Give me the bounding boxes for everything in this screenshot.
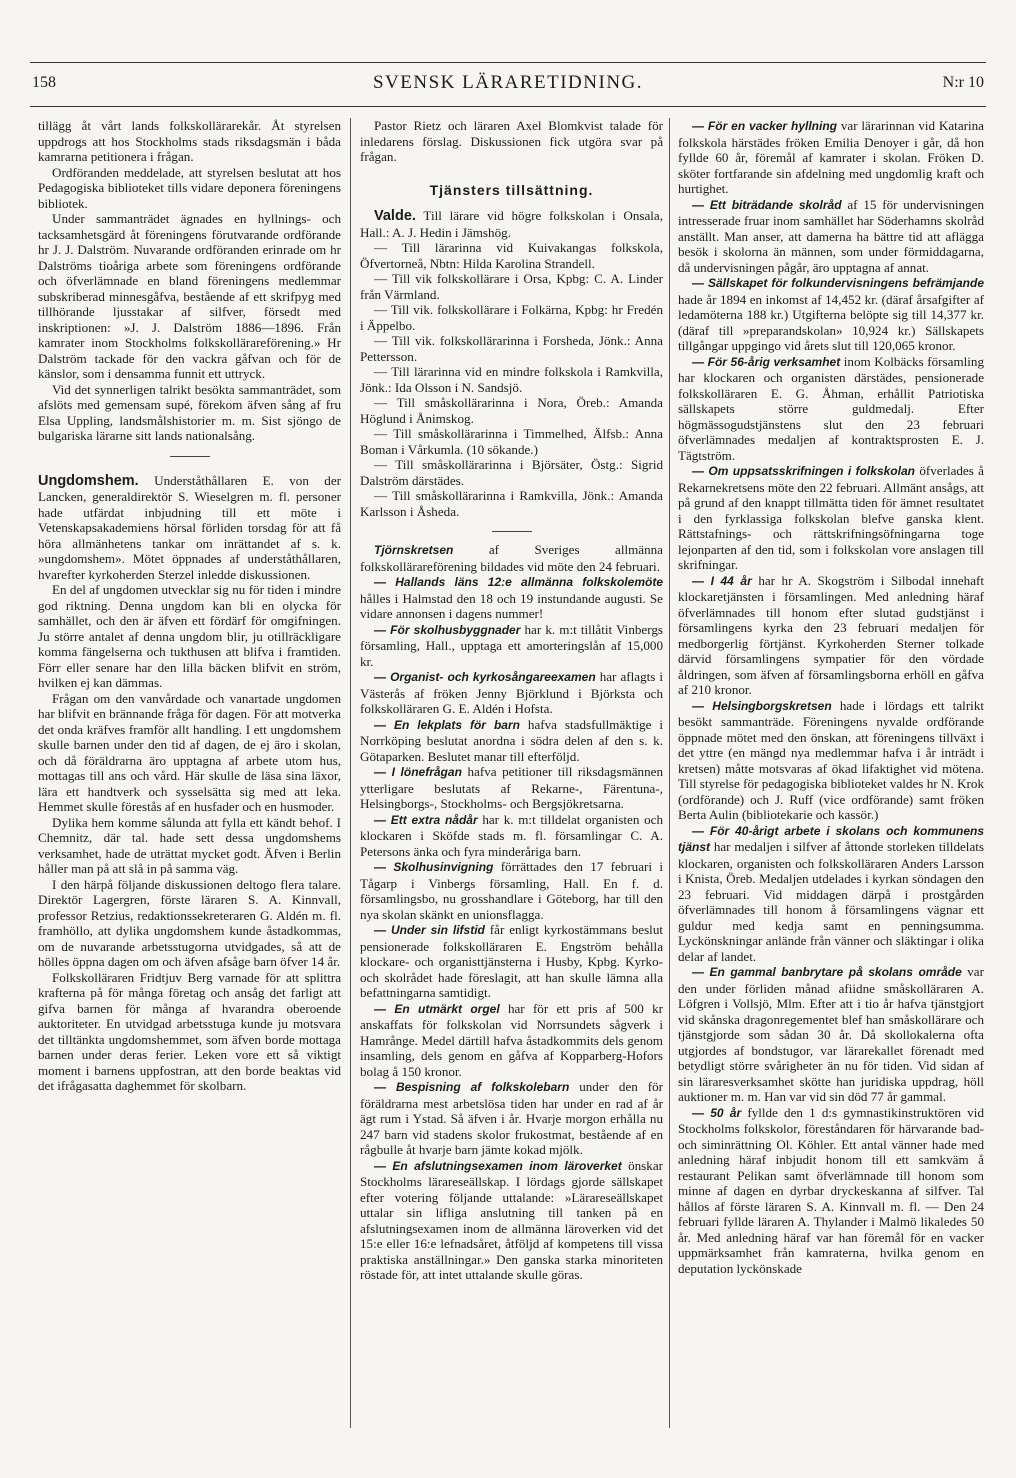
item-text: hafva stadsfullmäktige i Norrköping beslutat anordna i södra delen af den s. k. Götaparken. Beslutet manar till efterföljd.	[360, 716, 664, 764]
item-text: har för ett pris af 500 kr anskaffats för folkskolan vid Norrsundets sågverk i Hamrånge. Medel därtill hafva åstadkommits dels genom insamling, dels genom en gåfva af Kopparberg-Hofors bolag å 150 kronor.	[360, 1000, 663, 1079]
appointment-item: — Till småskollärarinna i Nora, Öreb.: Amanda Höglund i Ånimskog.	[360, 395, 663, 426]
item-heading: — En afslutningsexamen inom läroverket	[374, 1158, 622, 1173]
item-text: hafva petitioner till riksdagsmännen ytterligare beslutats af Rekarne-, Färentuna-, Helsingborgs-, Stockholms- och Bergsjökretsarna.	[360, 764, 664, 811]
appointment-item: — Till småskollärarinna i Björsäter, Östg.: Sigrid Dalström därstädes.	[360, 457, 663, 488]
news-item	[360, 669, 663, 717]
news-item	[678, 1105, 984, 1277]
appointment-item: — Till småskollärarinna i Ramkvilla, Jönk.: Amanda Karlsson i Åsheda.	[360, 488, 663, 519]
item-heading: — En utmärkt orgel	[374, 1001, 500, 1016]
item-heading: — Skolhusinvigning	[374, 860, 494, 874]
paragraph: Pastor Rietz och läraren Axel Blomkvist talade för inledarens förslag. Diskussionen fick utgöra svar på frågan.	[360, 118, 663, 164]
paragraph: Folkskolläraren Fridtjuv Berg varnade för att splittra krafterna på för många företag och ansåg det farligt att gifva barnen för många af hvarandra oberoende auktoriteter. En utvidgad arbetsstuga kunde ju motsvara det tilltänkta ungdomshemmet, som äfven borde mottaga barnen under deras ferier. Leken vore ett så viktigt moment i barnens uppfostran, att den borde beaktas vid det ifrågasatta daghemmet för skolbarn.	[38, 969, 341, 1093]
news-item	[678, 573, 984, 698]
news-item	[360, 1158, 663, 1283]
item-heading: — För 56-årig verksamhet	[692, 354, 841, 369]
appointment-item	[360, 208, 663, 240]
paragraph: Ordföranden meddelade, att styrelsen beslutat att hos Pedagogiska biblioteket tills vidare deponera föreningens bibliotek.	[38, 164, 341, 211]
article-heading: Valde.	[374, 208, 416, 224]
paragraph: Frågan om den vanvårdade och vanartade ungdomen har blifvit en brännande fråga för dagen. För att motverka det onda kräfves framför allt handling. I ett ungdomshem skulle barnen under den tid af dagen, de ej äro i skolan, och då föräldrarna äro upptagna af arbete utom hus, mottagas till ans och vård. Här skulle de läsa sina läxor, lära ett handtverk och sysselsätta sig med att leka. Hemmet skulle förestås af en husfader och en husmoder.	[38, 690, 341, 814]
news-item	[678, 354, 984, 464]
news-item	[360, 574, 663, 622]
item-text: öfverlades å Rekarnekretsens möte den 22 februari. Allmänt ansågs, att på grund af den knappt tillmätta tiden för ämnet resultatet i den fyrklassiga folkskolan blefve ganska klent. Rättstafnings- och rättskrifningsöfningarna toge lejonparten af den tid, som i folkskolan vore anslagen till skrifningar.	[678, 463, 984, 572]
paragraph: I den härpå följande diskussionen deltogo flera talare. Direktör Lagergren, förste läraren S. A. Kinnvall, professor Retzius, redaktionssekreteraren G. Aldén m. fl. framhöllo, att dylika ungdomshem kunde åstadkommas, om de nuvarande arbetsstugorna utvidgades, så att de hölles öppna dagen om och äfven afsåge barn öfver 14 år.	[38, 876, 341, 969]
news-item	[360, 812, 663, 860]
paragraph: tillägg åt vårt lands folkskollärarekår. Åt styrelsen uppdrogs att hos Stockholms stads riksdagsmän i båda kamrarna petitionera i frågan.	[38, 118, 341, 164]
news-item	[360, 717, 663, 765]
item-heading: — Sällskapet för folkundervisningens befrämjande	[692, 276, 984, 290]
item-text: önskar Stockholms lärareseällskap. I lördags gjorde sällskapet efter votering följande uttalande: »Lärareseällskapet uttalar sin lifliga anslutning till tanken på en afslutningsexamen inom de allmänna läroverken vid det 15:e eller 16:e lefnadsåret, åtföljd af kompetens till vissa praktiska anställningar.» Den ganska starka minoriteten röstade för, att intet uttalande skulle göras.	[360, 1157, 663, 1282]
item-text: har hr A. Skogström i Silbodal innehaft klockaretjänsten i församlingen. Med anledning häraf öfverlämnades till honom efter slutad gudstjänst i församlingens kyrka den 23 februari medaljen för medborgerlig förtjänst. Kyrkoherden Sterner tolkade därvid församlingens sympatier för den vördade åldringen, som äfven af församlingsborna erhöll en gåfva af 210 kronor.	[678, 572, 985, 697]
item-heading: — Under sin lifstid	[374, 923, 485, 937]
article-text: Underståthållaren E. von der Lancken, generaldirektör S. Wieselgren m. fl. personer hade utfärdat inbjudning till ett möte i Vetenskapsakademiens hörsal förliden torsdag för att få höra allmänhetens tankar om inrättandet af s. k. »ungdomshem». Mötet öppnades af underståthållaren, hvarefter kyrkoherden Sterzel inledde diskussionen.	[38, 472, 341, 582]
news-item	[678, 698, 984, 823]
divider-ornament	[492, 531, 532, 532]
item-heading: — I 44 år	[692, 573, 752, 588]
appointment-item: — Till vik folkskollärare i Orsa, Kpbg: C. A. Linder från Värmland.	[360, 271, 663, 302]
news-item	[678, 118, 984, 197]
paragraph: En del af ungdomen utvecklar sig nu för tiden i mindre god riktning. Denna ungdom kan bli en olycka för samhället, och den är äfven ett fördärf för omgifningen. Ju större antalet af denna ungdom blir, ju otillräckligare komma fängelserna och tukthusen att blifva i framtiden. Förr eller senare har den lilla bäcken blifvit en ström, hvilken ej kan dämmas.	[38, 582, 341, 690]
news-item	[360, 764, 663, 812]
item-text: hålles i Halmstad den 18 och 19 instundande augusti. Se vidare annonsen i dagens nummer!	[360, 590, 663, 621]
item-text: af 15 för undervisningen intresserade fruar inom samhället har Söderhamns skolråd anställt. Man anser, att damerna ha bättre tid att aflägga besök i skolorna än männen, som under förmiddagarna, då undervisningen pågår, äro upptagna af annat.	[678, 196, 984, 275]
item-text: fyllde den 1 d:s gymnastikinstruktören vid Stockholms folkskolor, föreståndaren för härvarande bad- och siminrättning Ol. Köhler. Ett antal vänner hade med anledning häraf inbjudit honom till ett samkväm å restaurant Pelikan samt öfverlämnade till honom som minne af dagen en dyrbar dryckeskanna af silfver. Tal hållos af förste läraren S. A. Kinnvall m. fl. — Den 24 februari fyllde läraren A. Thylander i Malmö likaledes 50 år. Med anledning häraf var han föremål för en vacker uppmärksamhet från kamraterna, hvilka genom en deputation lyckönskade	[678, 1104, 984, 1276]
item-text: var den under förliden månad afiidne småskolläraren A. Löfgren i Vollsjö, Mlm. Efter att i tio år hafva tjänstgjort vid skånska dragonregementet blef han småskollärare och tjänstgjorde som sådan 30 år. Då skollokalerna ofta utgjordes af bondstugor, var lärarekallet förenadt med betydligt större svårigheter än nu för tiden. Vid sidan af sin läraresverksamhet skötte han juridiska uppdrag, höll auktioner m. m. Han var vid sin död 77 år gammal.	[678, 964, 984, 1104]
paragraph: Dylika hem komme sålunda att fylla ett kändt behof. I Chemnitz, där tal. hade sett dessa ungdomshems verksamhet, hade de uträttat mycket godt. Äfven i Berlin håller man på att slå in på samma väg.	[38, 814, 341, 876]
item-text: hade år 1894 en inkomst af 14,452 kr. (däraf årsafgifter af ledamöterna 188 kr.) Utgifterna belöpte sig till 14,377 kr. (däraf till »preparandskolan» 10,924 kr.) Sällskapets tillgångar uppgingo vid årets slut till 120,065 kronor.	[678, 291, 984, 353]
item-text: var lärarinnan vid Katarina folkskola härstädes fröken Emilia Denoyer i går, då hon fyllde 60 år, föremål af kamrater i skolan. Fröken D. sköter fortfarande sin afdelning med ungdomlig kraft och hurtighet.	[678, 118, 984, 196]
news-item	[360, 922, 663, 1001]
divider-ornament	[170, 456, 210, 457]
item-text: har k. m:t tilldelat organisten och klockaren i Sköfde stads m. fl. församlingar C. A. Petersons änka och fyra minderåriga barn.	[360, 811, 663, 859]
column-1	[38, 118, 341, 1094]
item-text: under den för föräldrarna mest arbetslösa tiden har under en rad af år ägt rum i Ystad. Så äfven i år. Hvarje morgon erhålla nu 247 barn vid stadens skolor frukostmat, bestående af en rågbulle åt hvarje barn jämte kokad mjölk.	[360, 1079, 663, 1157]
column-3	[678, 118, 984, 1276]
paragraph: Under sammanträdet ägnades en hyllnings- och tacksamhetsgärd åt föreningens förutvarande ordförande hr J. J. Dalström. Nuvarande ordföranden erinrade om hr Dalströms tioåriga arbete som föreningens ordförande och öfverlämnade en bland föreningens medlemmar subskriberad minnesgåfva, bestående af ett skrifpyg med tillhörande ljusstakar af silfver, försedt med inskriptionen: »J. J. Dalström 1886—1896. Från kamrater inom Stockholms folkskollärareförening.» Hr Dalström tackade för den vackra gåfvan och för de känslor, som i densamma funnit ett uttryck.	[38, 211, 341, 381]
column-divider	[350, 118, 351, 1428]
item-heading: — I lönefrågan	[374, 765, 462, 779]
section-title: Tjänsters tillsättning.	[429, 181, 594, 198]
news-item	[360, 542, 663, 574]
news-item	[360, 1079, 663, 1158]
appointment-item: — Till småskollärarinna i Timmelhed, Älfsb.: Anna Boman i Vårkumla. (10 sökande.)	[360, 426, 663, 457]
item-heading: — Om uppsatsskrifningen i folkskolan	[692, 464, 915, 478]
news-item	[678, 823, 984, 965]
column-divider	[669, 118, 670, 1428]
publication-title: SVENSK LÄRARETIDNING.	[372, 72, 644, 93]
item-text: af Sveriges allmänna folkskollärareförening bildades vid möte den 24 februari.	[360, 542, 663, 574]
news-item	[678, 964, 984, 1105]
item-heading: — Bespisning af folkskolebarn	[374, 1080, 570, 1094]
item-heading: — För en vacker hyllning	[692, 119, 837, 133]
item-text: förrättades den 17 februari i Tågarp i Vinbergs församling, Hall. En f. d. församlingsbo, nu grosshandlare i Göteborg, har till den nya skolan skänkt en unionsflagga.	[360, 859, 663, 922]
appointment-item: — Till lärarinna vid Kuivakangas folkskola, Öfvertorneå, Nbtn: Hilda Karolina Strandell.	[360, 240, 663, 271]
item-heading: — Ett extra nådår	[374, 812, 478, 827]
page-header	[30, 62, 986, 102]
item-text: hade i lördags ett talrikt besökt sammanträde. Föreningens nyvalde ordförande öppnade mötet med den önskan, att föreningens tillväxt i det yttre (en mängd nya medlemmar hafva i år inträdt i kretsen) måtte motsvaras af ökad lifaktighet vid mötena. Till styrelse för pedagogiska biblioteket valdes hr N. Krok (ordförande) och J. Ruff (vice ordförande) samt fröken Berta Aulin (bibliotekarie och kassör.)	[678, 697, 984, 822]
page-number: 158	[32, 74, 56, 91]
item-text: har medaljen i silfver af åttonde storleken tilldelats klockaren, organisten och folkskolläraren Anders Larsson i Knista, Öreb. Medaljen utdelades i kyrkan söndagen den 23 februari. Vid middagen därpå i prostgården öfverlämnades till honom å församlingens vägnar ett guldur med kedja samt en penningsumma. Lyckönskningar anlände från vänner och släktingar i olika delar af landet.	[678, 839, 984, 964]
news-item	[678, 275, 984, 354]
item-text: inom Kolbäcks församling har klockaren och organisten därstädes, pensionerade folkskolläraren E. G. Åhman, erhållit Patriotiska sällskapets större guldmedalj. Efter högmässogudstjänstens slut den 23 februari öfverlämnades medaljen af kontraktsprosten E. J. Tägtström.	[678, 353, 984, 463]
appointment-item: — Till vik. folkskollärarinna i Forsheda, Jönk.: Anna Pettersson.	[360, 333, 663, 364]
item-heading: — Organist- och kyrkosångareexamen	[374, 670, 596, 684]
news-item	[360, 859, 663, 922]
item-text: får enligt kyrkostämmans beslut pensionerade folkskolläraren E. Engström behålla klockare- och organisttjänsterna i Husby, Kpbg. Kyrko- och skolrådet hade föreslagit, att han skulle lämna alla befattningarna samtidigt.	[360, 922, 664, 1000]
item-heading: — För skolhusbyggnader	[374, 622, 521, 637]
item-heading: — Helsingborgskretsen	[692, 698, 832, 713]
item-heading: — 50 år	[692, 1105, 742, 1120]
article-heading: Ungdomshem.	[38, 472, 139, 489]
news-item	[360, 1001, 663, 1080]
article-text: Till lärare vid högre folkskolan i Onsala, Hall.: A. J. Hedin i Jämshög.	[360, 208, 663, 240]
news-item	[678, 463, 984, 573]
item-heading: — Hallands läns 12:e allmänna folkskolemöte	[374, 575, 663, 589]
appointment-item: — Till vik. folkskollärare i Folkärna, Kpbg: hr Fredén i Äppelbo.	[360, 302, 663, 333]
item-text: har aflagts i Västerås af fröken Jenny Björklund i Björksta och folkskolläraren G. E. Aldén i Hofsta.	[360, 669, 664, 716]
header-rule	[30, 106, 986, 107]
news-item	[678, 197, 984, 276]
appointment-item: — Till lärarinna vid en mindre folkskola i Ramkvilla, Jönk.: Ida Olsson i N. Sandsjö.	[360, 364, 663, 395]
news-item	[360, 622, 663, 670]
column-2	[360, 118, 663, 1283]
item-heading: — En gammal banbrytare på skolans område	[692, 965, 962, 979]
article-ungdomshem	[38, 473, 341, 583]
item-heading: — För 40-årigt arbete i skolans och kommunens tjänst	[678, 823, 984, 854]
item-text: har k. m:t tillåtit Vinbergs församling, Hall., upptaga ett amorteringslån af 15,000 kr.	[360, 621, 663, 669]
item-heading: — En lekplats för barn	[374, 717, 520, 732]
item-heading: Tjörnskretsen	[374, 543, 454, 557]
paragraph: Vid det synnerligen talrikt besökta sammanträdet, som afslöts med gemensam supé, förekom äfven sång af fru Elsa Uppling, landsmålshistorier m. m. Sist sjöngo de bulgariska lärarne sitt lands nationalsång.	[38, 381, 341, 443]
item-heading: — Ett biträdande skolråd	[692, 197, 842, 212]
issue-number: N:r 10	[942, 74, 984, 91]
